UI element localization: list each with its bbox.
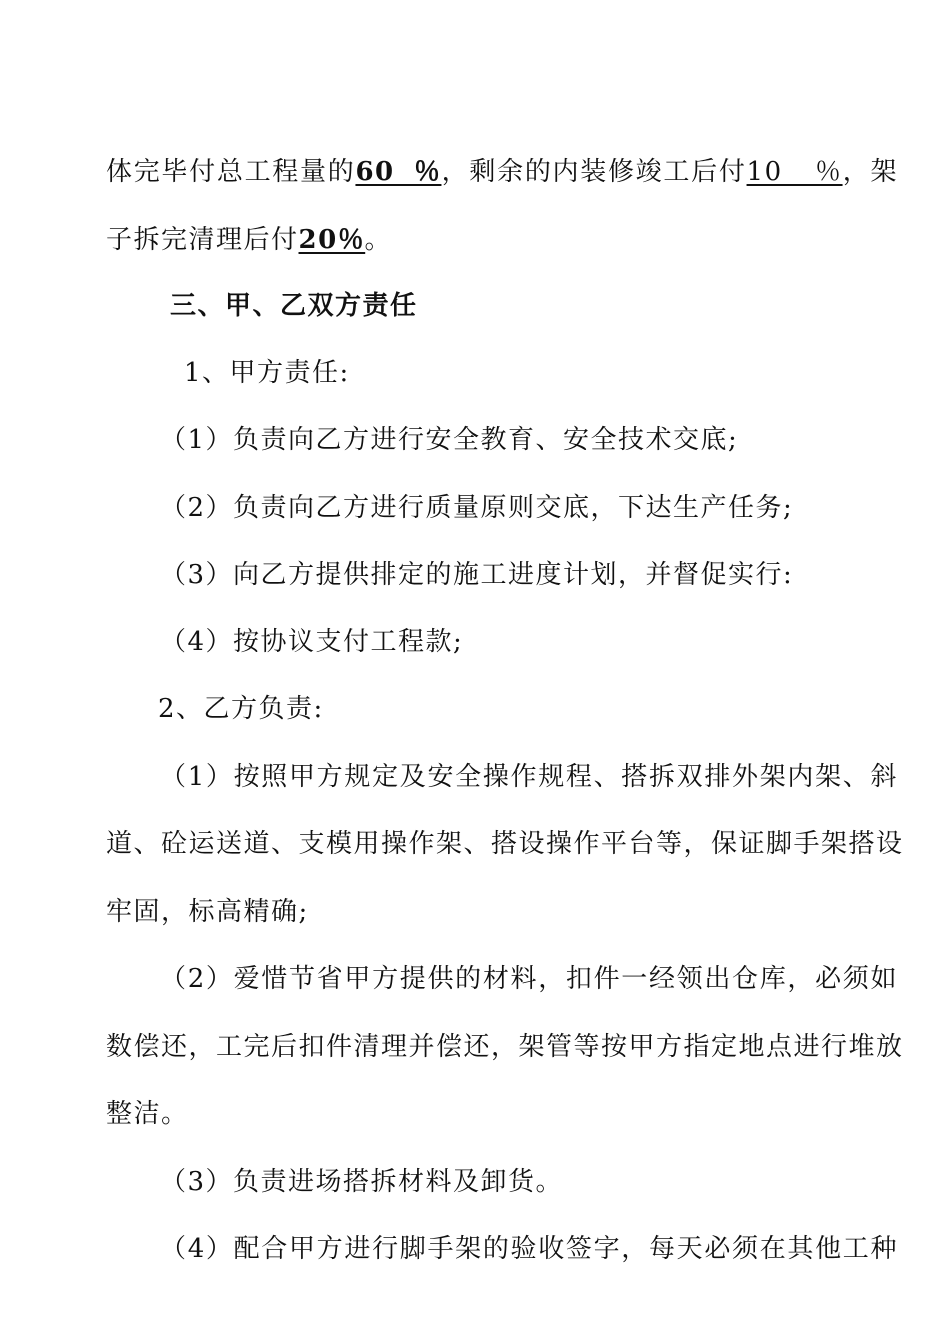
- party-b-item-4-line: （4）配合甲方进行脚手架的验收签字，每天必须在其他工种: [160, 1234, 898, 1264]
- party-b-item-2-line: （2）爱惜节省甲方提供的材料，扣件一经领出仓库，必须如: [160, 964, 898, 994]
- party-a-item: （1）负责向乙方进行安全教育、安全技术交底;: [160, 425, 739, 455]
- party-b-item-1-line: 牢固，标高精确;: [106, 897, 309, 927]
- party-b-item-2-line: 整洁。: [106, 1099, 189, 1129]
- payment-percent-blank: 10％: [746, 157, 843, 187]
- payment-text: 子拆完清理后付: [106, 225, 299, 255]
- party-b-item-2-line: 数偿还，工完后扣件清理并偿还，架管等按甲方指定地点进行堆放: [106, 1032, 904, 1062]
- party-a-heading: 1、甲方责任:: [184, 358, 350, 388]
- party-a-item: （3）向乙方提供排定的施工进度计划，并督促实行:: [160, 560, 794, 590]
- payment-terms-line-2: [106, 223, 898, 257]
- party-b-item-1-line: 道、砼运送道、支模用操作架、搭设操作平台等，保证脚手架搭设: [106, 829, 904, 859]
- party-b-item-1-line: （1）按照甲方规定及安全操作规程、搭拆双排外架内架、斜: [160, 762, 898, 792]
- party-a-item: （4）按协议支付工程款;: [160, 627, 464, 657]
- payment-text: ，剩余的内装修竣工后付: [441, 157, 747, 187]
- payment-percent-blank: 20％: [298, 225, 366, 255]
- party-b-item-3: （3）负责进场搭拆材料及卸货。: [160, 1167, 564, 1197]
- payment-text: 。: [364, 225, 393, 255]
- party-a-item: （2）负责向乙方进行质量原则交底，下达生产任务;: [160, 493, 794, 523]
- party-b-heading: 2、乙方负责:: [158, 694, 324, 724]
- payment-text: ，架: [842, 157, 898, 187]
- payment-text: 体完毕付总工程量的: [106, 157, 356, 187]
- payment-terms-line-1: [106, 155, 898, 189]
- section-heading: 三、甲、乙双方责任: [170, 291, 418, 321]
- payment-percent-blank: 60％: [355, 157, 442, 187]
